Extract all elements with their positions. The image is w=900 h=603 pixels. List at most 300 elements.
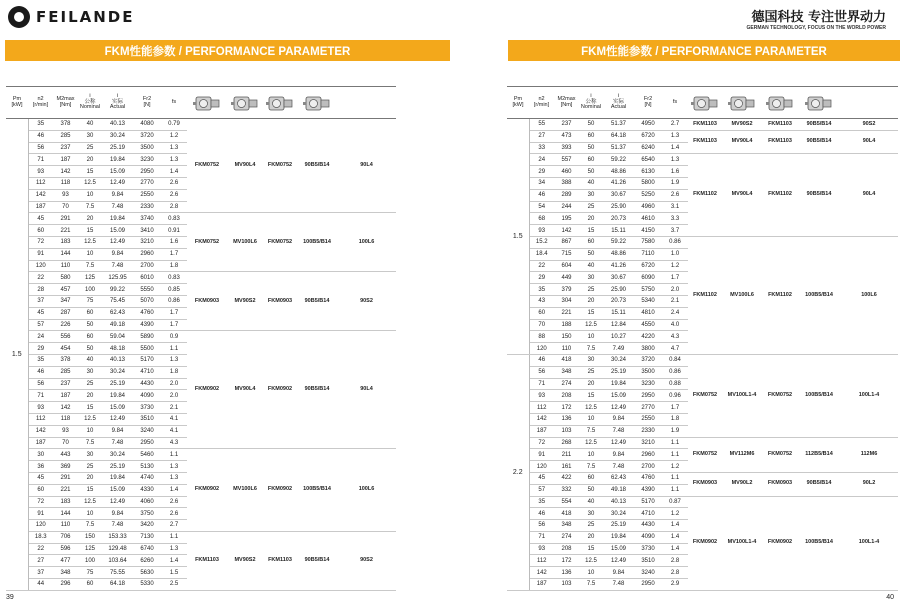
data-cell: 4760 [133, 307, 161, 319]
data-cell: 12.49 [102, 496, 133, 508]
head-fr2-sub: [N] [644, 101, 652, 108]
data-cell: 3720 [133, 130, 161, 142]
data-cell: 142 [554, 225, 579, 237]
data-cell: 188 [554, 319, 579, 331]
data-cell: 7.5 [579, 461, 603, 473]
data-cell: 291 [53, 213, 78, 225]
data-cell: 274 [554, 378, 579, 390]
data-cell: 50 [78, 319, 102, 331]
data-cell: 3.1 [662, 201, 688, 213]
data-cell: 9.84 [603, 449, 634, 461]
data-cell: 3.3 [662, 213, 688, 225]
data-cell: 12.49 [102, 413, 133, 425]
brand-logo [8, 6, 135, 28]
data-cell: 142 [28, 189, 53, 201]
head-n2-label: n2 [37, 96, 44, 102]
data-cell: 2.6 [161, 496, 187, 508]
data-cell: 1.1 [662, 449, 688, 461]
data-cell: 30.67 [603, 189, 634, 201]
data-cell: 187 [529, 425, 554, 437]
data-cell: 40.13 [102, 354, 133, 366]
data-cell: 2770 [634, 402, 662, 414]
data-cell: 62.43 [603, 472, 634, 484]
data-cell: 2770 [133, 177, 161, 189]
code-cell: 100L1-4 [840, 354, 898, 437]
power-cell: 2.2 [507, 354, 529, 590]
data-cell: 1.4 [662, 531, 688, 543]
data-cell: 0.83 [161, 213, 187, 225]
data-cell: 25 [579, 284, 603, 296]
model-cell: FKM0903 [688, 472, 722, 496]
head-fr2-label: Fr2 [142, 96, 152, 102]
flange-cell: 90B5/B14 [297, 272, 337, 331]
data-cell: 1.2 [161, 130, 187, 142]
data-cell: 0.79 [161, 119, 187, 131]
head-n2 [28, 87, 53, 119]
table-row [6, 331, 396, 343]
data-cell: 1.9 [662, 177, 688, 189]
data-cell: 29 [529, 272, 554, 284]
data-cell: 35 [28, 119, 53, 131]
data-cell: 4.0 [662, 319, 688, 331]
data-cell: 5750 [634, 284, 662, 296]
data-cell: 60 [579, 154, 603, 166]
data-cell: 556 [53, 331, 78, 343]
data-cell: 40.13 [102, 119, 133, 131]
head-i-actual [102, 87, 133, 119]
code-cell: 100L1-4 [840, 496, 898, 590]
table-row [6, 119, 396, 131]
data-cell: 0.85 [161, 284, 187, 296]
data-cell: 136 [554, 413, 579, 425]
data-cell: 379 [554, 284, 579, 296]
motor-cell: MV112M6 [722, 437, 762, 472]
data-cell: 93 [529, 390, 554, 402]
data-cell: 2950 [634, 390, 662, 402]
data-cell: 41.26 [603, 260, 634, 272]
data-cell: 237 [53, 142, 78, 154]
code-cell: 90L4 [840, 154, 898, 237]
data-cell: 30.67 [603, 272, 634, 284]
performance-table [6, 86, 396, 591]
data-cell: 70 [529, 319, 554, 331]
code-cell: 100L6 [337, 449, 396, 532]
data-cell: 2700 [634, 461, 662, 473]
data-cell: 4.7 [662, 343, 688, 355]
data-cell: 3740 [133, 213, 161, 225]
data-cell: 4.3 [662, 331, 688, 343]
data-cell: 1.1 [161, 531, 187, 543]
data-cell: 3500 [634, 366, 662, 378]
data-cell: 5460 [133, 449, 161, 461]
data-cell: 125.95 [102, 272, 133, 284]
model-cell: FKM0902 [187, 449, 227, 532]
head-m2max [554, 87, 579, 119]
head-i-nominal-sub: 公称 [84, 98, 96, 105]
data-cell: 100 [78, 284, 102, 296]
data-cell: 10 [579, 331, 603, 343]
data-cell: 50 [579, 142, 603, 154]
head-i-nominal [78, 87, 102, 119]
data-cell: 6130 [634, 166, 662, 178]
data-cell: 46 [529, 189, 554, 201]
data-cell: 18.3 [28, 531, 53, 543]
data-cell: 25.90 [603, 284, 634, 296]
data-cell: 120 [28, 260, 53, 272]
data-cell: 7.49 [603, 343, 634, 355]
data-cell: 129.48 [102, 543, 133, 555]
data-cell: 15 [78, 402, 102, 414]
data-cell: 1.1 [662, 437, 688, 449]
data-cell: 1.4 [662, 520, 688, 532]
data-cell: 15.09 [603, 390, 634, 402]
data-cell: 0.96 [662, 390, 688, 402]
data-cell: 388 [554, 177, 579, 189]
flange-cell: 90B5/B14 [798, 472, 840, 496]
data-cell: 19.84 [102, 213, 133, 225]
power-cell: 1.5 [6, 119, 28, 591]
data-cell: 208 [554, 390, 579, 402]
data-cell: 59.22 [603, 236, 634, 248]
data-cell: 125 [78, 272, 102, 284]
data-cell: 29 [529, 166, 554, 178]
data-cell: 40 [78, 119, 102, 131]
code-cell: 90S2 [840, 119, 898, 131]
gearbox-motor-icon [691, 92, 719, 114]
data-cell: 64.18 [102, 579, 133, 591]
data-cell: 25 [579, 366, 603, 378]
data-cell: 112 [28, 413, 53, 425]
data-cell: 150 [554, 331, 579, 343]
code-cell: 90L4 [337, 331, 396, 449]
data-cell: 56 [529, 520, 554, 532]
data-cell: 7.48 [102, 437, 133, 449]
head-i-actual-label: i [116, 93, 119, 100]
slogan-en: GERMAN TECHNOLOGY, FOCUS ON THE WORLD POWER [746, 25, 886, 31]
model2-cell: FKM0752 [762, 437, 798, 472]
data-cell: 473 [554, 130, 579, 142]
data-cell: 3750 [133, 508, 161, 520]
data-cell: 50 [78, 343, 102, 355]
data-cell: 25.19 [102, 461, 133, 473]
model2-cell: FKM0902 [263, 449, 297, 532]
data-cell: 70 [53, 201, 78, 213]
data-cell: 580 [53, 272, 78, 284]
data-cell: 1.3 [662, 154, 688, 166]
flange-cell: 100B5/B14 [297, 213, 337, 272]
data-cell: 369 [53, 461, 78, 473]
data-cell: 9.84 [603, 567, 634, 579]
data-cell: 93 [53, 425, 78, 437]
data-cell: 45 [28, 307, 53, 319]
data-cell: 347 [53, 295, 78, 307]
data-cell: 10 [78, 425, 102, 437]
model-cell: FKM0752 [688, 354, 722, 437]
data-cell: 93 [53, 189, 78, 201]
data-cell: 12.49 [102, 236, 133, 248]
data-cell: 30 [579, 272, 603, 284]
data-cell: 1.5 [161, 567, 187, 579]
data-cell: 3720 [634, 354, 662, 366]
data-cell: 22 [28, 272, 53, 284]
data-cell: 221 [53, 484, 78, 496]
head-pm [507, 87, 529, 119]
flange-image [762, 87, 798, 119]
data-cell: 6720 [634, 130, 662, 142]
section-title: FKM性能参数 / PERFORMANCE PARAMETER [508, 40, 900, 61]
data-cell: 19.84 [102, 390, 133, 402]
data-cell: 35 [529, 284, 554, 296]
head-i-nominal-sub: 公称 [585, 98, 597, 105]
data-cell: 60 [529, 307, 554, 319]
flange-cell: 90B5/B14 [297, 331, 337, 449]
data-cell: 12.5 [78, 413, 102, 425]
data-cell: 24 [28, 331, 53, 343]
data-cell: 99.22 [102, 284, 133, 296]
data-cell: 7.48 [603, 425, 634, 437]
data-cell: 5800 [634, 177, 662, 189]
data-cell: 93 [28, 402, 53, 414]
data-cell: 30 [579, 354, 603, 366]
data-cell: 715 [554, 248, 579, 260]
data-cell: 9.84 [102, 189, 133, 201]
data-cell: 20.73 [603, 295, 634, 307]
data-cell: 56 [529, 366, 554, 378]
head-i-actual-sub: 实际 [111, 98, 123, 105]
head-n2-sub: [r/min] [32, 101, 49, 108]
motor-cell: MV90L4 [722, 154, 762, 237]
data-cell: 1.4 [161, 166, 187, 178]
data-cell: 3510 [634, 555, 662, 567]
data-cell: 142 [28, 425, 53, 437]
data-cell: 45 [28, 213, 53, 225]
data-cell: 120 [529, 343, 554, 355]
data-cell: 12.5 [579, 555, 603, 567]
data-cell: 71 [28, 390, 53, 402]
model-cell: FKM0903 [187, 272, 227, 331]
data-cell: 30.24 [603, 354, 634, 366]
data-cell: 37 [28, 567, 53, 579]
data-cell: 48.86 [603, 166, 634, 178]
data-cell: 50 [579, 119, 603, 131]
data-cell: 454 [53, 343, 78, 355]
data-cell: 136 [554, 567, 579, 579]
data-cell: 12.49 [603, 555, 634, 567]
data-cell: 30 [579, 508, 603, 520]
head-fr2-label: Fr2 [643, 96, 653, 102]
model-cell: FKM0752 [688, 437, 722, 472]
head-i-actual [603, 87, 634, 119]
data-cell: 7.48 [102, 260, 133, 272]
data-cell: 221 [554, 307, 579, 319]
data-cell: 1.2 [662, 508, 688, 520]
data-cell: 0.86 [161, 295, 187, 307]
table-row [6, 213, 396, 225]
data-cell: 596 [53, 543, 78, 555]
motor-cell: MV100L1-4 [722, 496, 762, 590]
data-cell: 125 [78, 543, 102, 555]
flange-cell: 90B5/B14 [297, 119, 337, 213]
data-cell: 49.18 [603, 484, 634, 496]
data-cell: 7.5 [579, 579, 603, 591]
data-cell: 28 [28, 284, 53, 296]
head-fr2-sub: [N] [143, 101, 151, 108]
model2-cell: FKM1103 [762, 130, 798, 154]
head-fs-label: fs [171, 98, 177, 105]
head-pm-label: Pm [513, 96, 523, 102]
data-cell: 0.86 [662, 366, 688, 378]
data-cell: 71 [529, 531, 554, 543]
data-cell: 25.19 [603, 520, 634, 532]
data-cell: 2950 [133, 437, 161, 449]
code-cell: 112M6 [840, 437, 898, 472]
data-cell: 378 [53, 119, 78, 131]
data-cell: 0.86 [662, 236, 688, 248]
head-fs [662, 87, 688, 119]
data-cell: 10.27 [603, 331, 634, 343]
data-cell: 2330 [634, 425, 662, 437]
data-cell: 20 [78, 472, 102, 484]
data-cell: 604 [554, 260, 579, 272]
data-cell: 3240 [634, 567, 662, 579]
data-cell: 226 [53, 319, 78, 331]
data-cell: 422 [554, 472, 579, 484]
data-cell: 2.0 [161, 390, 187, 402]
motor-icon [303, 92, 331, 114]
data-cell: 1.8 [662, 413, 688, 425]
data-cell: 2700 [133, 260, 161, 272]
data-cell: 49.18 [102, 319, 133, 331]
data-cell: 20 [78, 390, 102, 402]
data-cell: 9.84 [102, 248, 133, 260]
data-cell: 25 [579, 201, 603, 213]
data-cell: 25.19 [102, 142, 133, 154]
code-cell: 90L4 [337, 119, 396, 213]
data-cell: 4710 [634, 508, 662, 520]
head-fr2 [634, 87, 662, 119]
data-cell: 40 [579, 177, 603, 189]
model-cell: FKM1103 [187, 531, 227, 590]
data-cell: 287 [53, 307, 78, 319]
data-cell: 15 [78, 484, 102, 496]
model2-cell: FKM0902 [263, 331, 297, 449]
data-cell: 1.7 [161, 319, 187, 331]
data-cell: 64.18 [603, 130, 634, 142]
brand-slogan [747, 6, 886, 31]
data-cell: 393 [554, 142, 579, 154]
data-cell: 1.3 [161, 543, 187, 555]
motor-cell: MV100L6 [227, 449, 263, 532]
head-pm-sub: [kW] [512, 101, 524, 108]
section-title: FKM性能参数 / PERFORMANCE PARAMETER [5, 40, 450, 61]
data-cell: 4330 [133, 484, 161, 496]
data-cell: 1.4 [161, 555, 187, 567]
table-row [6, 272, 396, 284]
table-row [507, 437, 898, 449]
motor-cell: MV90L4 [722, 130, 762, 154]
data-cell: 9.84 [102, 425, 133, 437]
data-cell: 91 [28, 248, 53, 260]
data-cell: 183 [53, 496, 78, 508]
data-cell: 45 [28, 472, 53, 484]
data-cell: 289 [554, 189, 579, 201]
right-page [450, 0, 900, 603]
data-cell: 60 [78, 579, 102, 591]
data-cell: 4220 [634, 331, 662, 343]
data-cell: 2550 [634, 413, 662, 425]
data-cell: 20 [78, 154, 102, 166]
data-cell: 5070 [133, 295, 161, 307]
data-cell: 6240 [634, 142, 662, 154]
data-cell: 187 [53, 154, 78, 166]
motor-icon [805, 92, 833, 114]
data-cell: 60 [579, 472, 603, 484]
data-cell: 221 [53, 225, 78, 237]
model2-cell: FKM0902 [762, 496, 798, 590]
data-cell: 75 [78, 295, 102, 307]
data-cell: 1.7 [161, 307, 187, 319]
model2-cell: FKM1103 [263, 531, 297, 590]
data-cell: 112 [529, 402, 554, 414]
data-cell: 6090 [634, 272, 662, 284]
data-cell: 93 [529, 543, 554, 555]
data-cell: 4430 [133, 378, 161, 390]
data-cell: 449 [554, 272, 579, 284]
data-cell: 706 [53, 531, 78, 543]
data-cell: 2960 [634, 449, 662, 461]
code-cell: 90S2 [337, 531, 396, 590]
data-cell: 2.0 [161, 378, 187, 390]
data-cell: 161 [554, 461, 579, 473]
data-cell: 1.7 [662, 272, 688, 284]
data-cell: 208 [554, 543, 579, 555]
data-cell: 30 [78, 366, 102, 378]
data-cell: 54 [529, 201, 554, 213]
data-cell: 153.33 [102, 531, 133, 543]
motor-cell: MV90L2 [722, 472, 762, 496]
model2-cell: FKM1103 [762, 119, 798, 131]
data-cell: 3730 [634, 543, 662, 555]
flange-cell: 112B5/B14 [798, 437, 840, 472]
data-cell: 34 [529, 177, 554, 189]
data-cell: 142 [53, 166, 78, 178]
model-cell: FKM1103 [688, 119, 722, 131]
gearbox-icon [728, 92, 756, 114]
data-cell: 7.48 [603, 579, 634, 591]
data-cell: 1.6 [662, 166, 688, 178]
data-cell: 15.09 [603, 543, 634, 555]
data-cell: 5170 [133, 354, 161, 366]
data-cell: 48.18 [102, 343, 133, 355]
data-cell: 2.1 [161, 402, 187, 414]
table-row [6, 531, 396, 543]
head-m2max-sub: [Nm] [59, 101, 72, 108]
data-cell: 6540 [634, 154, 662, 166]
data-cell: 57 [529, 484, 554, 496]
data-cell: 187 [53, 390, 78, 402]
data-cell: 0.87 [662, 496, 688, 508]
table-row [507, 154, 898, 166]
data-cell: 274 [554, 531, 579, 543]
data-cell: 0.88 [662, 378, 688, 390]
data-cell: 867 [554, 236, 579, 248]
logo-mark-icon [8, 6, 30, 28]
data-cell: 40 [579, 496, 603, 508]
model-cell: FKM0752 [187, 119, 227, 213]
data-cell: 7.5 [78, 201, 102, 213]
data-cell: 7110 [634, 248, 662, 260]
data-cell: 418 [554, 354, 579, 366]
